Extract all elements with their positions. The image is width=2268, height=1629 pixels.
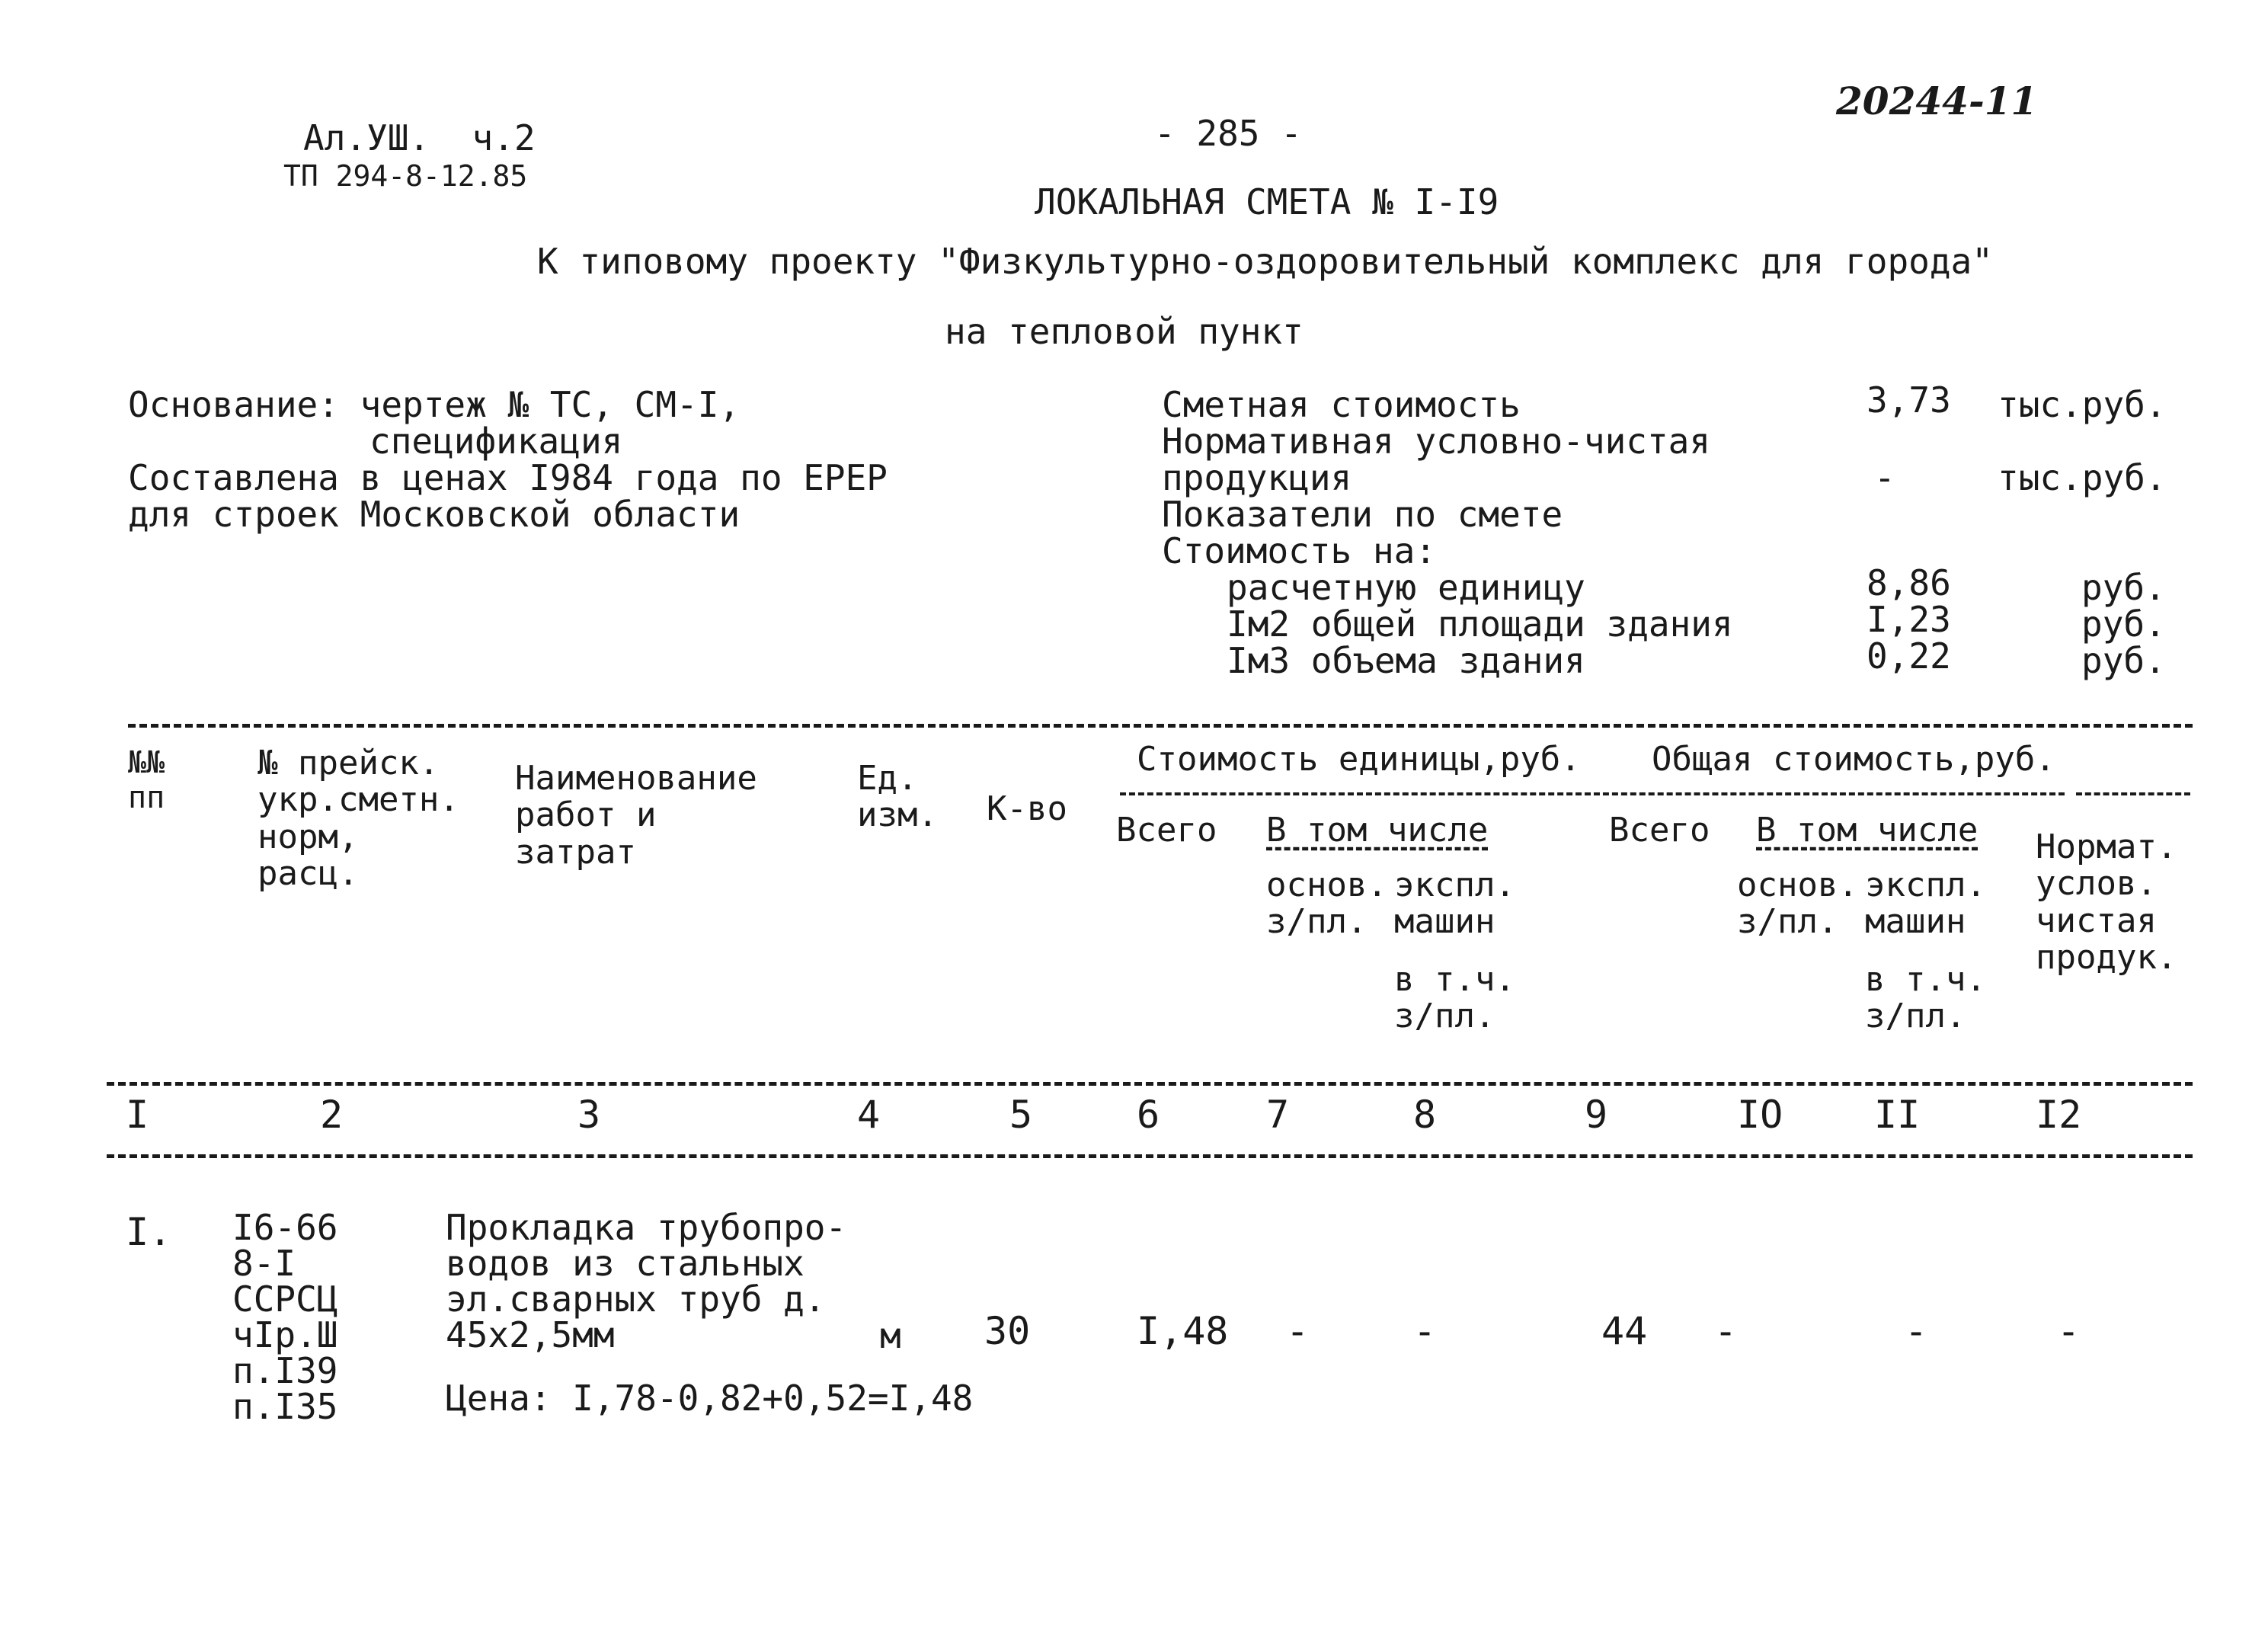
estimated-cost-unit: тыс.руб. [1998, 384, 2167, 425]
page-number: - 285 - [1154, 113, 1302, 154]
col-number-11: II [1874, 1093, 1921, 1137]
basis-line-3: Составлена в ценах I984 года по ЕРЕР [128, 457, 888, 498]
unit-cost-group-header: Стоимость единицы,руб. [1137, 740, 1581, 779]
per-unit-label: расчетную единицу [1227, 567, 1585, 608]
col-number-7: 7 [1266, 1093, 1290, 1137]
col-header-unit: Ед. изм. [857, 759, 938, 835]
col-header-total-machines-wage: в т.ч. з/пл. [1865, 960, 1986, 1036]
col-header-normative-product: Нормат. услов. чистая продук. [2036, 827, 2177, 978]
row-total-machines: - [1905, 1309, 1928, 1353]
col-number-9: 9 [1585, 1093, 1608, 1137]
cost-per-label: Стоимость на: [1162, 530, 1437, 571]
col-number-3: 3 [577, 1093, 601, 1137]
col-header-total-base-wage: основ. з/пл. [1737, 866, 1858, 942]
col-header-total-incl: В том числе [1756, 811, 1979, 850]
basis-line-4: для строек Московской области [128, 494, 741, 535]
col-header-work-name: Наименование работ и затрат [515, 759, 757, 872]
row-unit-base-wage: - [1286, 1309, 1310, 1353]
col-header-unit-total: Всего [1116, 811, 1217, 850]
row-total: 44 [1601, 1309, 1648, 1353]
col-number-2: 2 [320, 1093, 344, 1137]
indicators-label: Показатели по смете [1162, 494, 1563, 535]
row-work-name: Прокладка трубопро- водов из стальных эл.сварных труб д. 45х2,5мм [446, 1207, 847, 1355]
col-header-unit-incl: В том числе [1266, 811, 1489, 850]
row-unit: м [880, 1315, 901, 1356]
row-norm-reference: I6-66 8-I ССРСЦ чIр.Ш п.I39 п.I35 [232, 1207, 338, 1427]
estimated-cost-label: Сметная стоимость [1162, 384, 1521, 425]
col-header-row-number: №№ пп [128, 745, 165, 815]
document-title: ЛОКАЛЬНАЯ СМЕТА № I-I9 [1035, 181, 1499, 222]
col-header-unit-machines-wage: в т.ч. з/пл. [1394, 960, 1515, 1036]
row-unit-machines: - [1413, 1309, 1437, 1353]
row-quantity: 30 [984, 1309, 1031, 1353]
col-header-norm: № прейск. укр.сметн. норм, расц. [258, 744, 459, 894]
column-numbers-bottom-rule [107, 1154, 2193, 1158]
normative-unit: тыс.руб. [1998, 457, 2167, 498]
normative-label-2: продукция [1162, 457, 1352, 498]
col-number-12: I2 [2036, 1093, 2082, 1137]
row-normative-product: - [2057, 1309, 2081, 1353]
row-price-formula: Цена: I,78-0,82+0,52=I,48 [446, 1378, 974, 1419]
normative-group-rule [2076, 792, 2190, 795]
row-number: I. [126, 1210, 172, 1254]
album-reference: Ал.УШ. ч.2 [303, 117, 536, 158]
per-unit-value: 8,86 [1867, 562, 1951, 603]
row-total-base-wage: - [1714, 1309, 1738, 1353]
basis-line-2: спецификация [369, 421, 623, 462]
col-header-total-machines: экспл. машин [1865, 866, 1986, 942]
col-number-4: 4 [857, 1093, 881, 1137]
per-m2-unit: руб. [2081, 603, 2166, 645]
per-m3-label: Iм3 объема здания [1227, 640, 1585, 681]
total-cost-group-header: Общая стоимость,руб. [1652, 740, 2055, 779]
col-number-8: 8 [1413, 1093, 1437, 1137]
col-number-6: 6 [1137, 1093, 1160, 1137]
per-m2-value: I,23 [1867, 599, 1951, 640]
col-header-unit-machines: экспл. машин [1394, 866, 1515, 942]
project-code: ТП 294-8-12.85 [283, 159, 528, 193]
inventory-number: 20244-11 [1836, 78, 2038, 123]
per-m3-unit: руб. [2081, 640, 2166, 681]
col-header-quantity: К-во [987, 789, 1067, 828]
normative-value: - [1874, 457, 1895, 498]
project-subtitle: К типовому проекту "Физкультурно-оздоровительный комплекс для города" [537, 241, 1993, 282]
col-header-total: Всего [1609, 811, 1710, 850]
row-unit-total: I,48 [1137, 1309, 1229, 1353]
table-top-rule [128, 724, 2193, 728]
per-unit-unit: руб. [2081, 567, 2166, 608]
per-m2-label: Iм2 общей площади здания [1227, 603, 1733, 645]
col-header-unit-base-wage: основ. з/пл. [1266, 866, 1387, 942]
normative-label-1: Нормативная условно-чистая [1162, 421, 1711, 462]
cost-group-rule [1120, 792, 2065, 795]
estimated-cost-value: 3,73 [1867, 379, 1951, 421]
col-number-5: 5 [1009, 1093, 1033, 1137]
col-number-1: I [126, 1093, 149, 1137]
per-m3-value: 0,22 [1867, 635, 1951, 677]
column-numbers-top-rule [107, 1082, 2193, 1086]
col-number-10: IO [1737, 1093, 1783, 1137]
basis-line-1: Основание: чертеж № ТС, СМ-I, [128, 384, 741, 425]
estimate-object: на тепловой пункт [945, 311, 1304, 352]
